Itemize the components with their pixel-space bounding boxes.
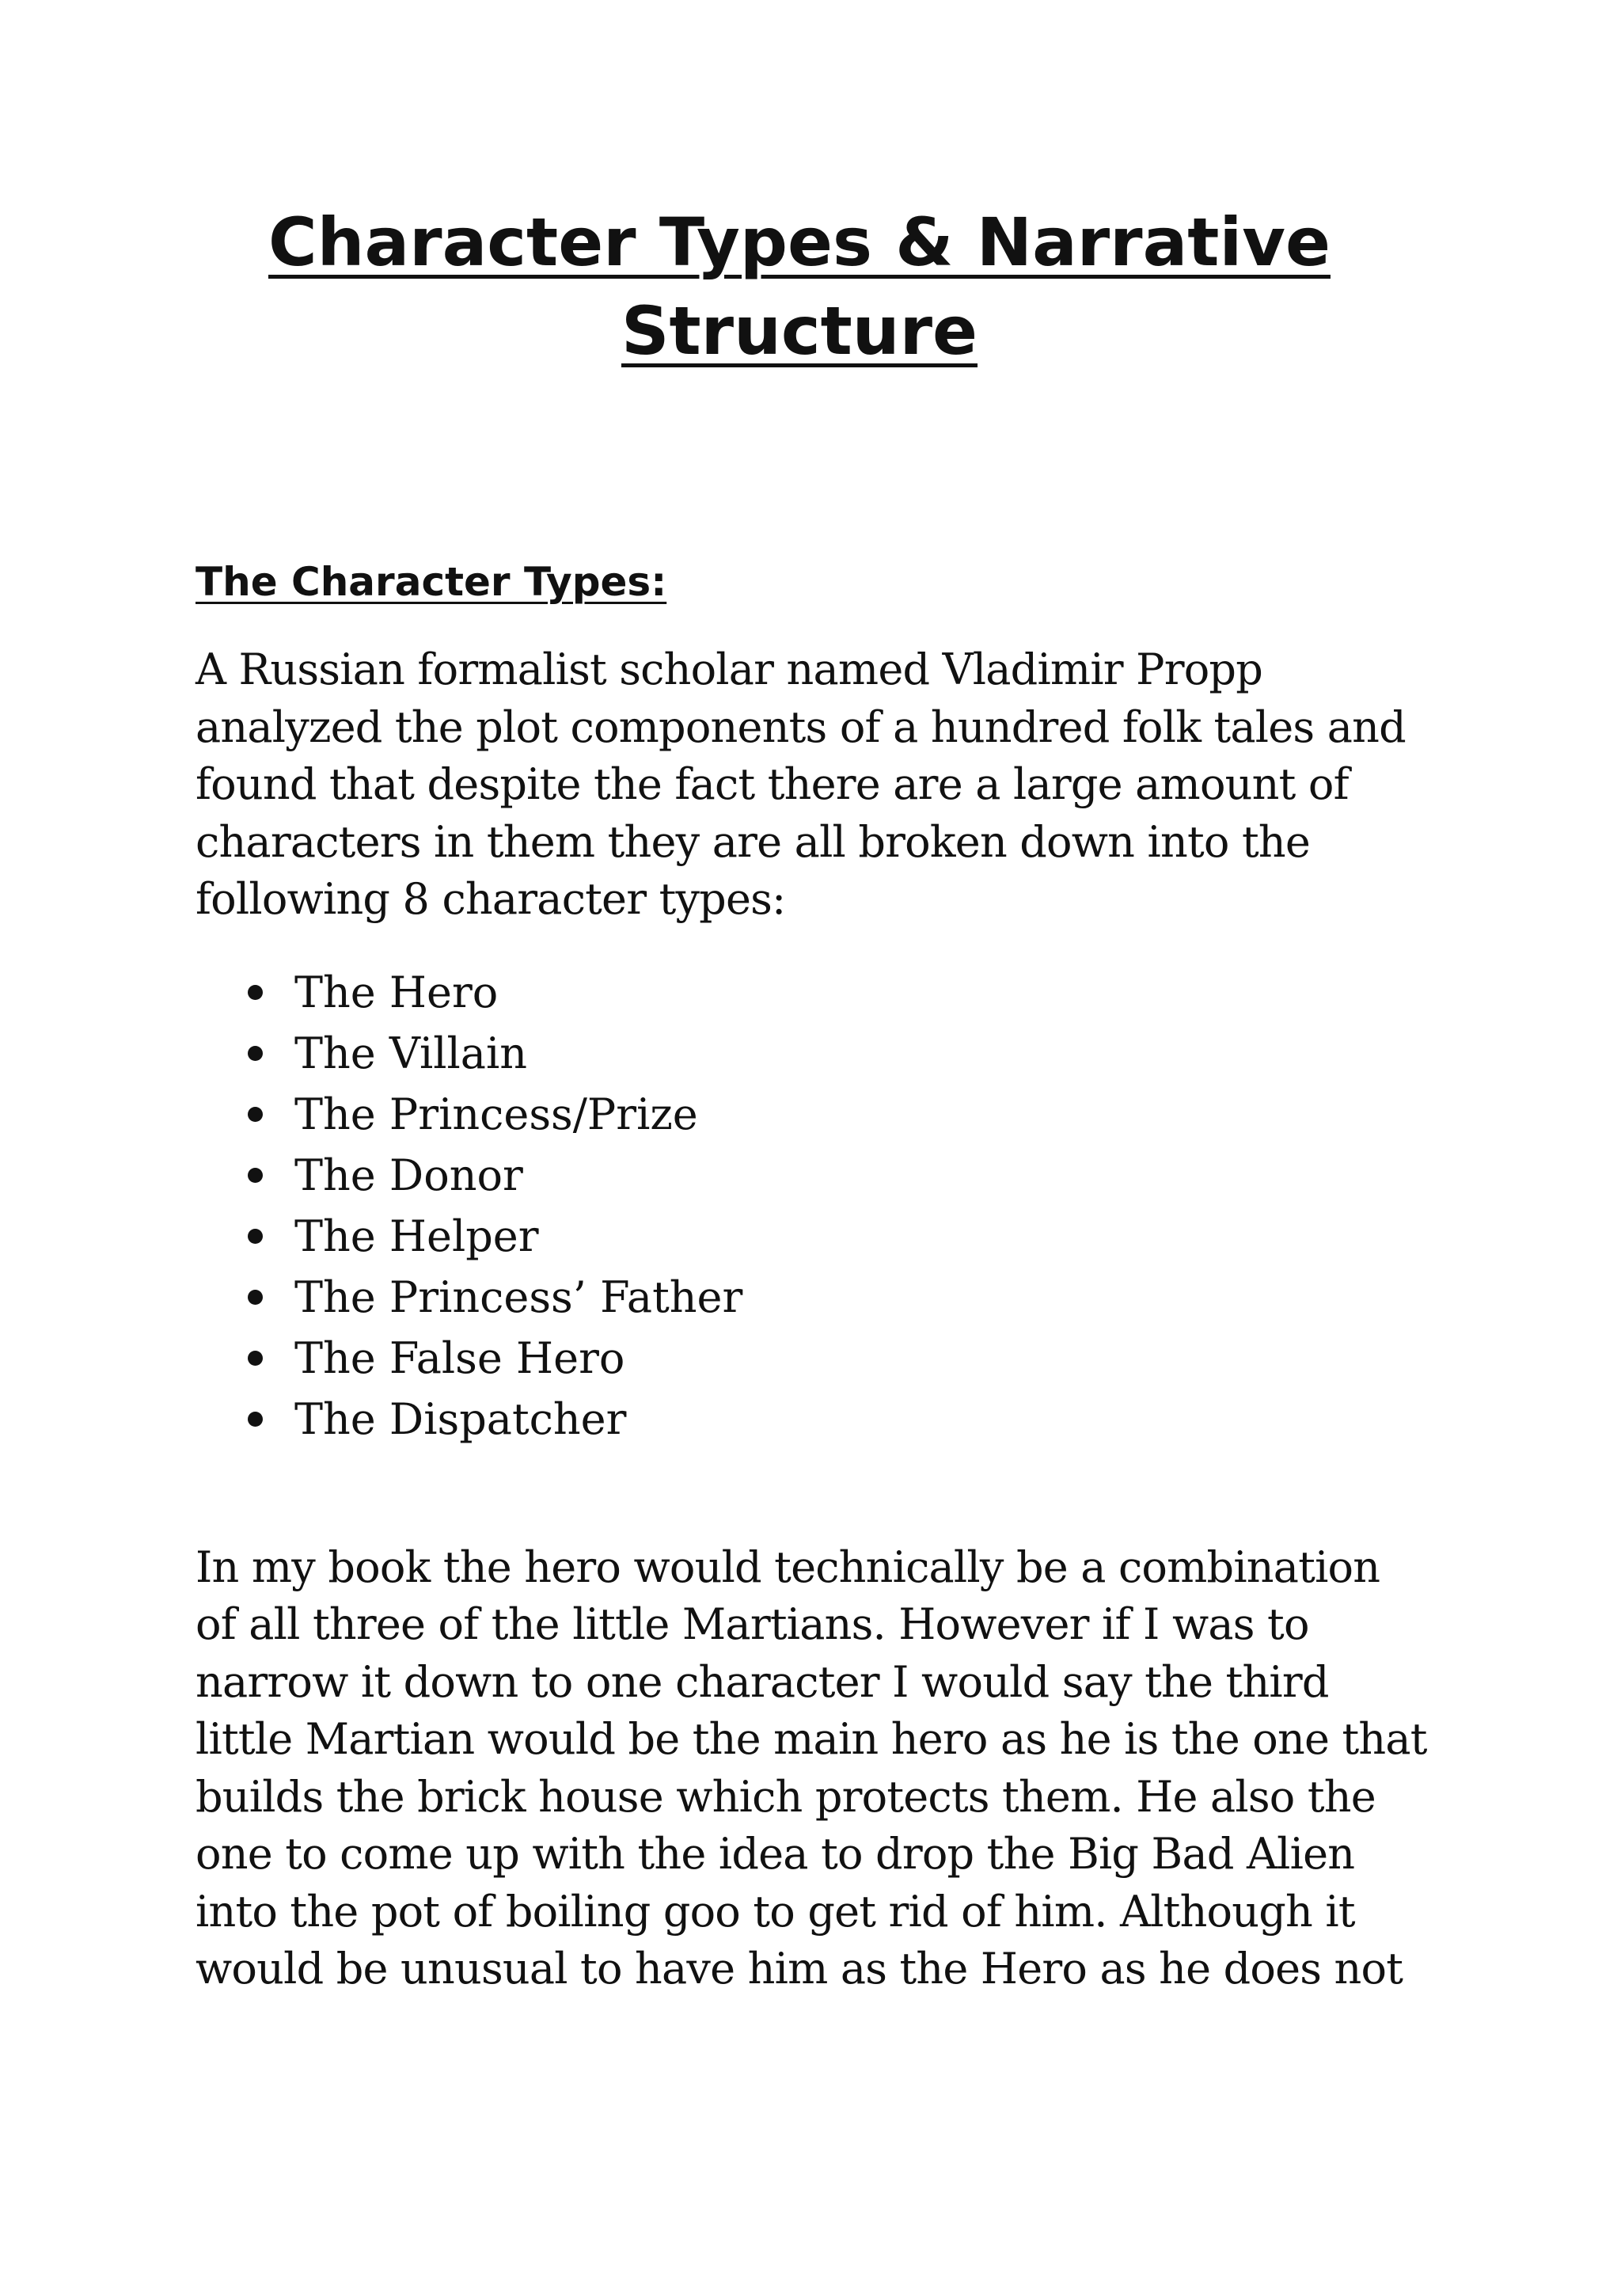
- list-item: [196, 1084, 1430, 1145]
- list-item-label: The Princess’ Father: [294, 1272, 743, 1322]
- title-line-2: Structure: [621, 292, 978, 370]
- list-item: [196, 1389, 1430, 1450]
- body-paragraph: In my book the hero would technically be a combination of all three of the little Martians. However if I was to narrow it down to one character I would say the third little Martian would be the main hero as he is the one that builds the brick house which protects them. He also the one to come up with the idea to drop the Big Bad Alien into the pot of boiling goo to get rid of him. Although it would be unusual to have him as the Hero as he does not: [196, 1541, 1427, 1994]
- list-item-label: The Villain: [294, 1028, 528, 1078]
- list-item: [196, 1023, 1430, 1084]
- section-heading: The Character Types:: [196, 559, 667, 605]
- bullet-icon: [248, 1229, 263, 1244]
- list-item-label: The Helper: [294, 1211, 539, 1261]
- list-item: [196, 1267, 1430, 1328]
- bullet-icon: [248, 1412, 263, 1427]
- list-item-label: The Donor: [294, 1150, 523, 1200]
- bullet-icon: [248, 1046, 263, 1061]
- document-body: [196, 554, 1430, 1998]
- list-item: [196, 962, 1430, 1023]
- bullet-icon: [248, 985, 263, 1000]
- list-item-label: The Dispatcher: [294, 1393, 627, 1444]
- list-item-label: The Hero: [294, 967, 499, 1017]
- intro-paragraph: A Russian formalist scholar named Vladimir Propp analyzed the plot components of a hundred folk tales and found that despite the fact there are a large amount of characters in them they are all broken down into the following 8 character types:: [196, 644, 1406, 924]
- page-title: [0, 198, 1599, 375]
- bullet-icon: [248, 1351, 263, 1366]
- title-line-1: Character Types & Narrative: [268, 203, 1331, 281]
- list-item-label: The Princess/Prize: [294, 1089, 698, 1139]
- list-item: [196, 1206, 1430, 1267]
- list-item: [196, 1145, 1430, 1206]
- bullet-icon: [248, 1290, 263, 1305]
- list-item-label: The False Hero: [294, 1332, 625, 1383]
- bullet-icon: [248, 1107, 263, 1122]
- bullet-icon: [248, 1168, 263, 1183]
- character-types-list: [196, 962, 1430, 1450]
- list-item: [196, 1328, 1430, 1389]
